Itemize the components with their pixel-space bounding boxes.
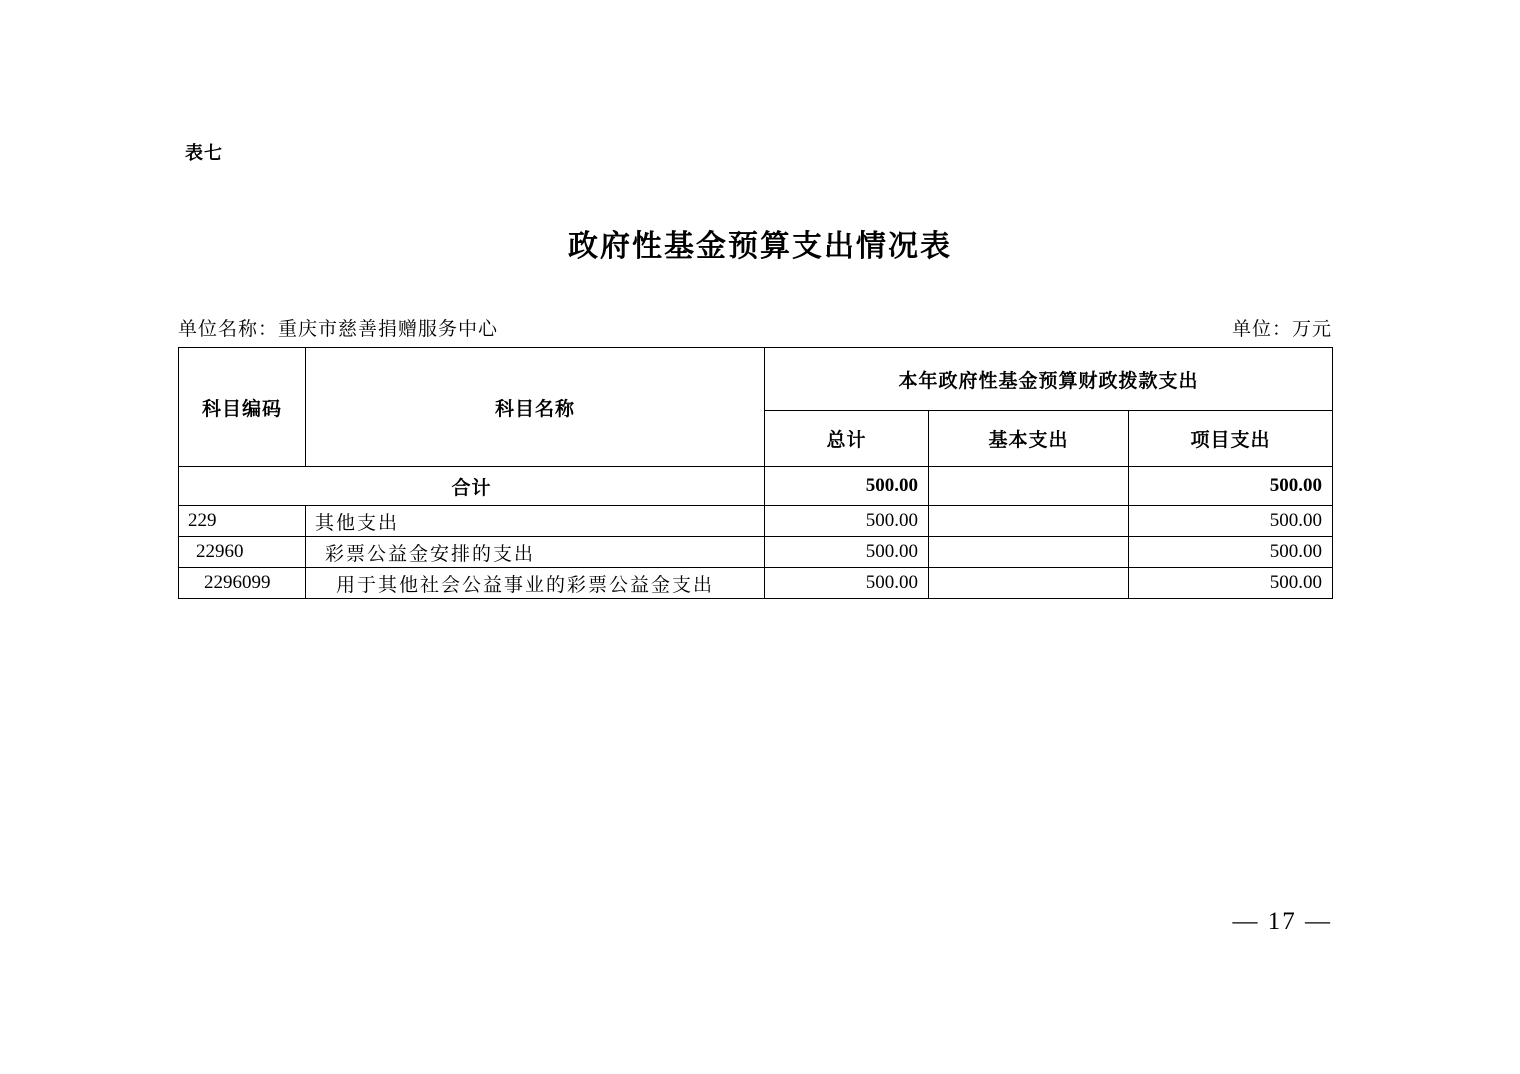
budget-table [178, 347, 1333, 599]
total-row-label: 合计 [179, 467, 765, 506]
total-cell: 500.00 [765, 506, 929, 537]
total-cell: 500.00 [765, 568, 929, 599]
table-row [179, 537, 1333, 568]
total-cell: 500.00 [765, 537, 929, 568]
total-cell: 500.00 [765, 467, 929, 506]
basic-cell [929, 537, 1129, 568]
project-cell: 500.00 [1129, 506, 1333, 537]
name-cell: 其他支出 [306, 506, 765, 537]
name-cell: 用于其他社会公益事业的彩票公益金支出 [306, 568, 765, 599]
table-row [179, 568, 1333, 599]
project-cell: 500.00 [1129, 568, 1333, 599]
basic-cell [929, 506, 1129, 537]
header-subject-code: 科目编码 [179, 348, 306, 467]
header-project-expenditure: 项目支出 [1129, 411, 1333, 467]
unit-name-label: 单位名称：重庆市慈善捐赠服务中心 [178, 319, 499, 340]
page-title: 政府性基金预算支出情况表 [568, 230, 952, 263]
basic-cell [929, 467, 1129, 506]
project-cell: 500.00 [1129, 537, 1333, 568]
table-row [179, 506, 1333, 537]
unit-of-measure-label: 单位：万元 [1231, 319, 1332, 340]
header-total: 总计 [765, 411, 929, 467]
total-row [179, 467, 1333, 506]
basic-cell [929, 568, 1129, 599]
code-cell: 22960 [179, 537, 306, 568]
code-cell: 2296099 [179, 568, 306, 599]
header-row-group [179, 348, 1333, 411]
project-cell: 500.00 [1129, 467, 1333, 506]
page-number: — 17 — [1232, 908, 1332, 935]
header-subject-name: 科目名称 [306, 348, 765, 467]
header-fund-expenditure-group: 本年政府性基金预算财政拨款支出 [765, 348, 1333, 411]
meta-row [178, 314, 1332, 341]
table-number-label: 表七 [185, 143, 223, 163]
header-basic-expenditure: 基本支出 [929, 411, 1129, 467]
code-cell: 229 [179, 506, 306, 537]
name-cell: 彩票公益金安排的支出 [306, 537, 765, 568]
